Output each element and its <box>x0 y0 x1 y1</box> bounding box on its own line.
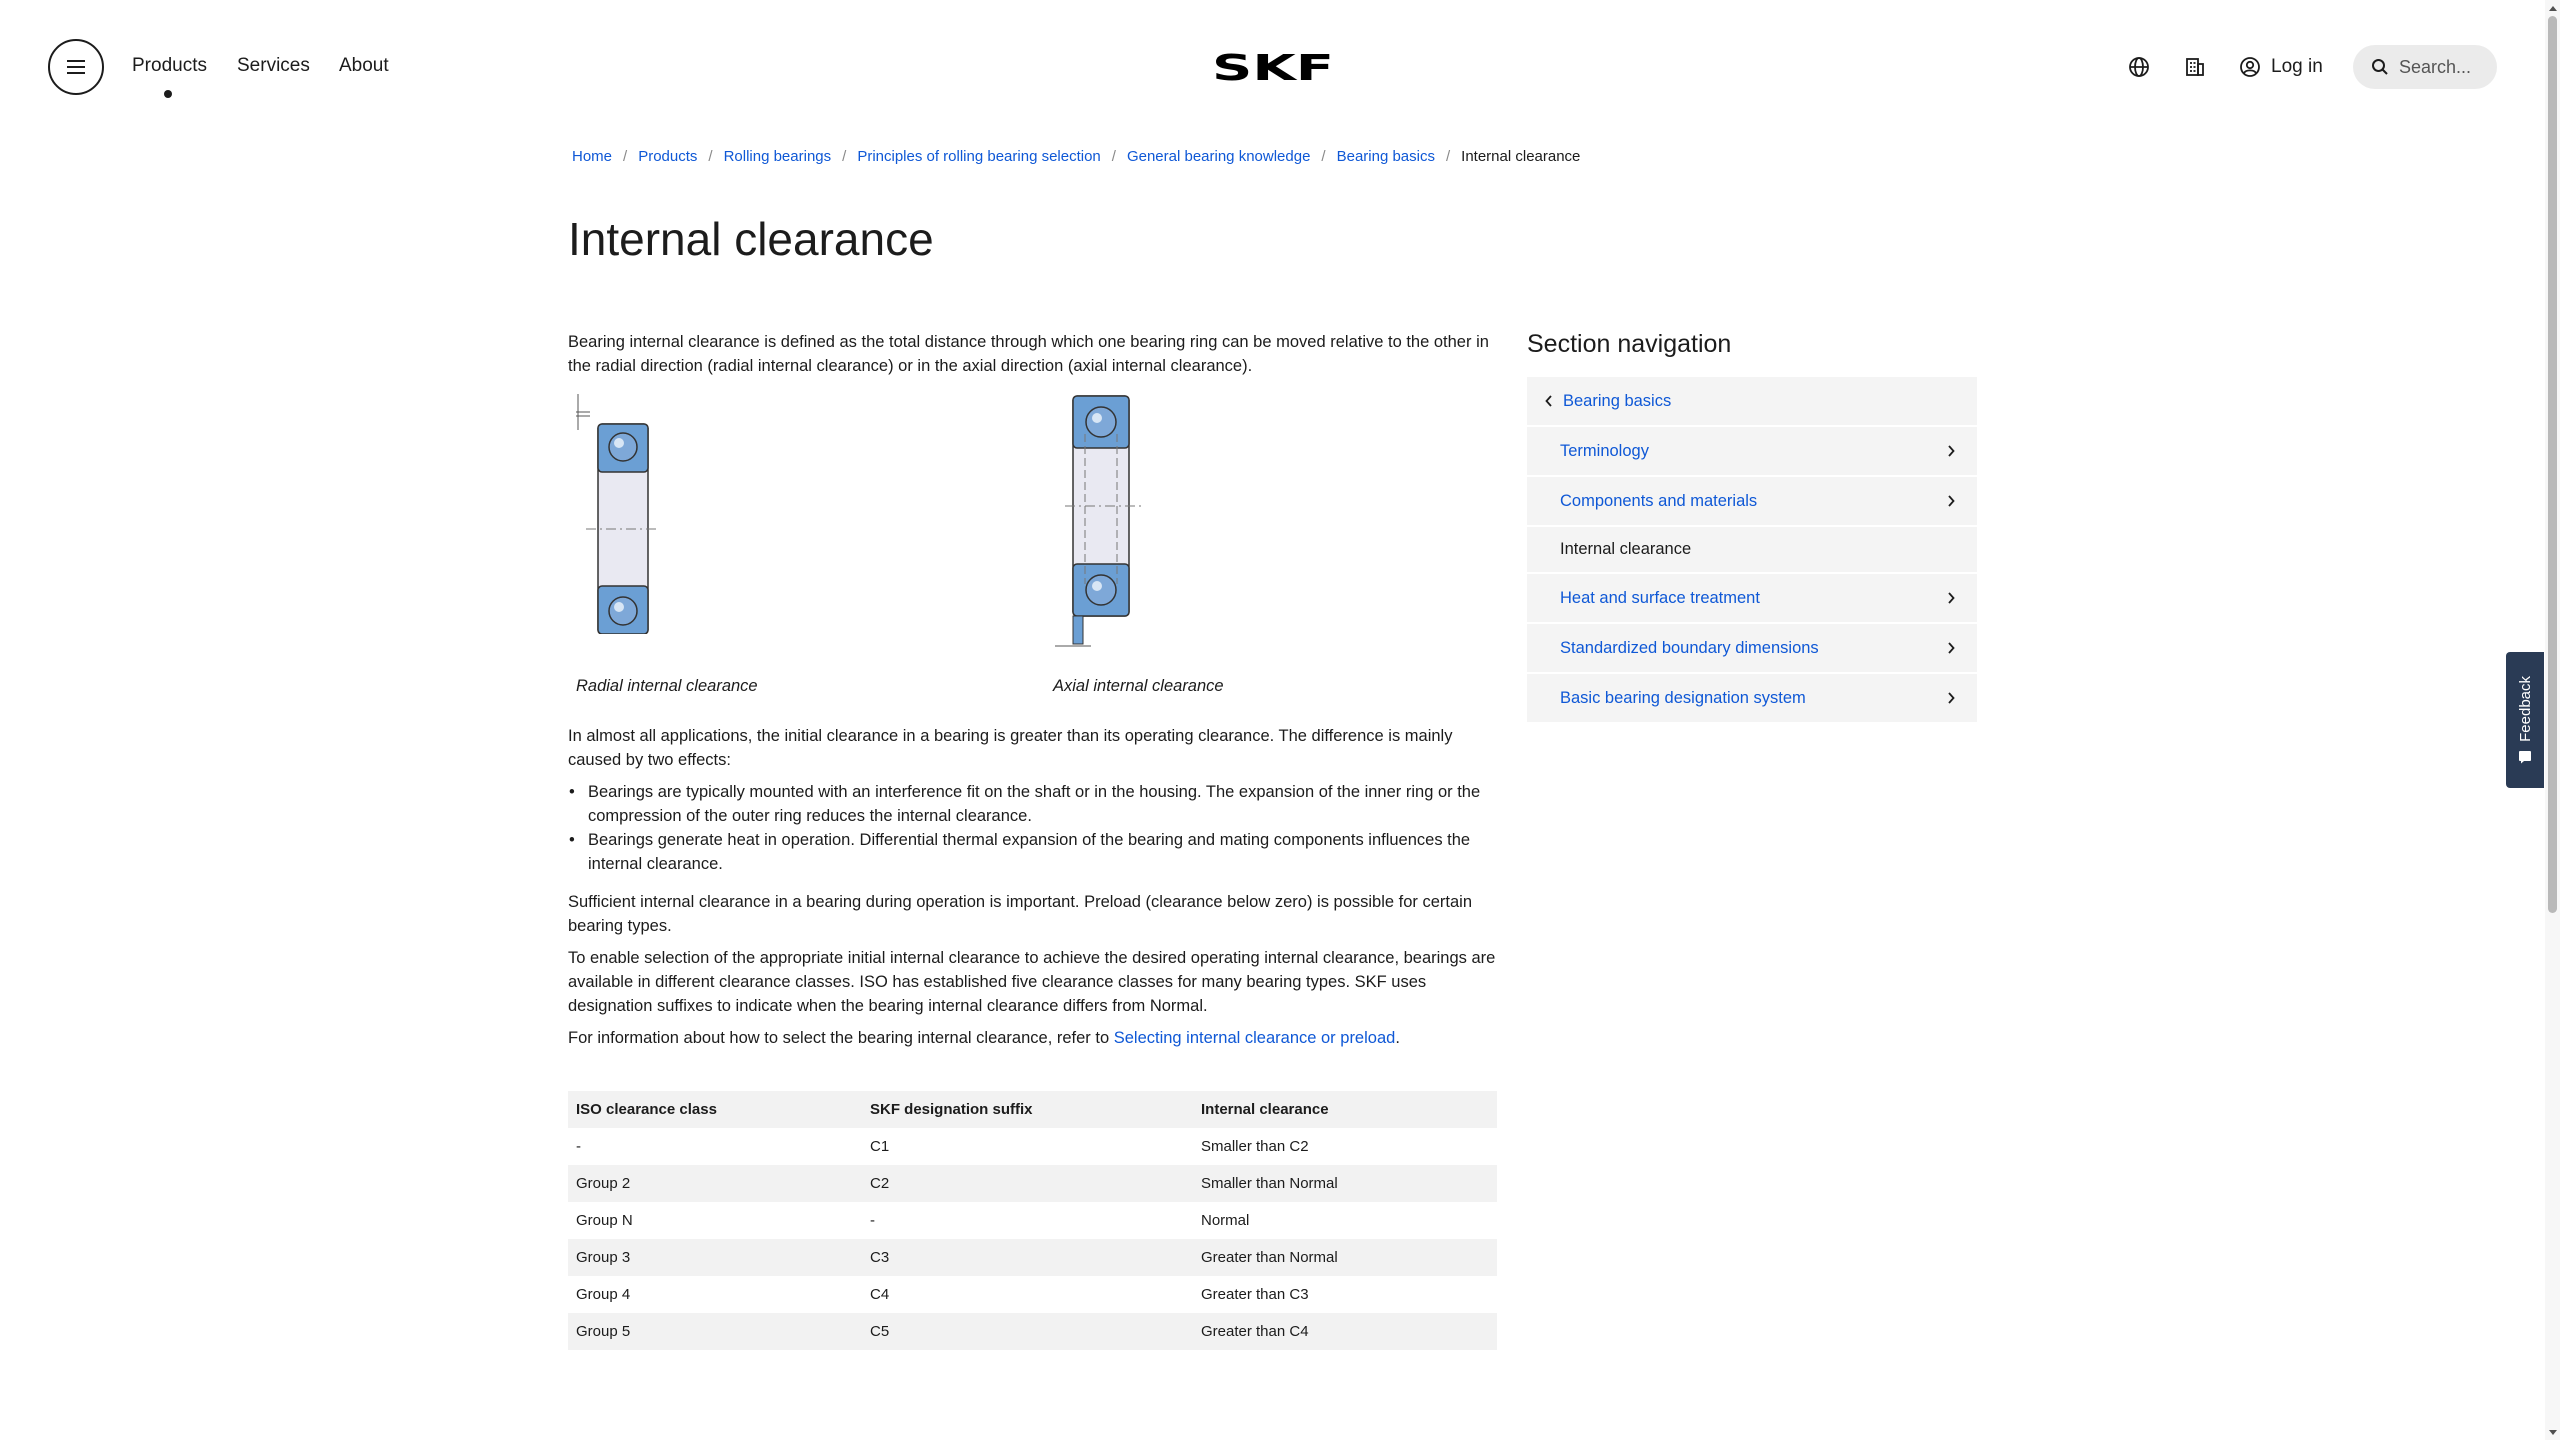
table-row <box>568 1276 1497 1313</box>
scroll-down-button[interactable] <box>2545 1425 2560 1440</box>
breadcrumb-separator: / <box>1321 148 1326 165</box>
globe-icon <box>2128 56 2150 78</box>
skf-logo[interactable] <box>1212 52 1334 82</box>
chevron-left-icon <box>1545 395 1553 407</box>
selection-period: . <box>1395 1029 1400 1047</box>
breadcrumb-principles[interactable]: Principles of rolling bearing selection <box>857 148 1101 165</box>
main-content <box>568 330 1498 1058</box>
selection-paragraph <box>568 1026 1498 1050</box>
radial-clearance-diagram <box>576 394 656 634</box>
triangle-down-icon <box>2549 1430 2557 1436</box>
breadcrumb-separator: / <box>1111 148 1116 165</box>
table-cell: - <box>576 1138 581 1155</box>
scrollbar[interactable] <box>2545 0 2560 1440</box>
chevron-right-icon <box>1947 592 1955 604</box>
effects-list-item: • Bearings generate heat in operation. Differential thermal expansion of the bearing and mating components influences the internal clearance. <box>588 828 1498 876</box>
section-navigation <box>1527 330 1977 724</box>
menu-button[interactable] <box>48 39 104 95</box>
language-button[interactable] <box>2125 53 2153 81</box>
breadcrumb-current: Internal clearance <box>1461 148 1581 165</box>
feedback-icon <box>2518 750 2532 764</box>
table-header: SKF designation suffix <box>862 1091 1193 1128</box>
site-header <box>0 0 2545 136</box>
table-cell: Group 5 <box>568 1313 862 1350</box>
sidenav-item-label: Basic bearing designation system <box>1560 688 1806 707</box>
nav-about[interactable]: About <box>339 55 389 76</box>
sidenav-item-boundary-dimensions[interactable] <box>1527 624 1977 674</box>
scroll-up-button[interactable] <box>2545 0 2560 15</box>
breadcrumb-products[interactable]: Products <box>638 148 698 165</box>
sidenav-item-terminology[interactable] <box>1527 427 1977 477</box>
sidenav-item-label: Terminology <box>1560 441 1649 460</box>
table-cell: Smaller than C2 <box>1201 1138 1309 1155</box>
chevron-right-icon <box>1947 495 1955 507</box>
sidenav-item-internal-clearance <box>1527 527 1977 574</box>
table-row <box>568 1128 1497 1165</box>
section-navigation-title: Section navigation <box>1527 330 1732 358</box>
table-header: ISO clearance class <box>568 1091 862 1128</box>
clearance-classes-paragraph: To enable selection of the appropriate initial internal clearance to achieve the desired operating internal clearance, bearings are available in different clearance classes. ISO has established five clearance classes for many bearing types. SKF uses designation suffixes to indicate when the bearing internal clearance differs from Normal. <box>568 949 1496 1015</box>
sidenav-item-heat-treatment[interactable] <box>1527 574 1977 624</box>
search-box[interactable] <box>2353 45 2497 89</box>
feedback-label: Feedback <box>2516 676 2534 742</box>
sidenav-back-label: Bearing basics <box>1563 391 1672 410</box>
table-row <box>568 1165 1497 1202</box>
effects-list <box>588 780 1498 876</box>
intro-paragraph: Bearing internal clearance is defined as the total distance through which one bearing ring can be moved relative to the other in the radial direction (radial internal clearance) or in the axial direction (axial internal clearance). <box>568 333 1489 375</box>
table-row <box>568 1313 1497 1350</box>
breadcrumb-separator: / <box>842 148 847 165</box>
table-cell: Smaller than Normal <box>1193 1165 1497 1202</box>
login-label: Log in <box>2271 56 2323 77</box>
building-icon <box>2184 56 2206 78</box>
chevron-right-icon <box>1947 445 1955 457</box>
table-header: Internal clearance <box>1193 1091 1497 1128</box>
menu-icon <box>66 59 86 75</box>
operating-clearance-paragraph: In almost all applications, the initial clearance in a bearing is greater than its operating clearance. The difference is mainly caused by two effects: <box>568 727 1453 769</box>
table-cell: Greater than Normal <box>1193 1239 1497 1276</box>
table-cell: Normal <box>1201 1212 1250 1229</box>
breadcrumb-home[interactable]: Home <box>572 148 613 165</box>
table-cell: C4 <box>870 1286 890 1303</box>
table-cell: Group 3 <box>568 1239 862 1276</box>
sidenav-item-components[interactable] <box>1527 477 1977 527</box>
sidenav-item-label: Heat and surface treatment <box>1560 588 1760 607</box>
sidenav-item-designation-system[interactable] <box>1527 674 1977 724</box>
page-title: Internal clearance <box>568 213 934 265</box>
nav-services[interactable]: Services <box>237 55 310 76</box>
effects-list-item: • Bearings are typically mounted with an interference fit on the shaft or in the housing. The expansion of the inner ring or the compression of the outer ring reduces the internal clearance. <box>588 780 1498 828</box>
selecting-clearance-link[interactable]: Selecting internal clearance or preload <box>1113 1029 1396 1047</box>
sidenav-item-label: Components and materials <box>1560 491 1758 510</box>
table-cell: - <box>870 1212 875 1229</box>
table-cell: C2 <box>862 1165 1193 1202</box>
clearance-table <box>568 1091 1497 1350</box>
sidenav-item-label: Standardized boundary dimensions <box>1560 638 1819 657</box>
breadcrumb-separator: / <box>623 148 628 165</box>
breadcrumb <box>572 148 1580 165</box>
table-header-row <box>568 1091 1497 1128</box>
selection-text: For information about how to select the bearing internal clearance, refer to <box>568 1029 1114 1047</box>
table-cell: Group 4 <box>576 1286 631 1303</box>
nav-active-indicator <box>164 90 172 98</box>
table-cell: Greater than C3 <box>1201 1286 1309 1303</box>
breadcrumb-rolling-bearings[interactable]: Rolling bearings <box>723 148 832 165</box>
sidenav-back-bearing-basics[interactable] <box>1527 377 1977 427</box>
figures <box>568 394 1498 712</box>
chevron-right-icon <box>1947 692 1955 704</box>
table-cell: Greater than C4 <box>1193 1313 1497 1350</box>
sidenav-item-label: Internal clearance <box>1560 540 1692 558</box>
breadcrumb-bearing-basics[interactable]: Bearing basics <box>1336 148 1435 165</box>
table-row <box>568 1239 1497 1276</box>
chevron-right-icon <box>1947 642 1955 654</box>
breadcrumb-separator: / <box>708 148 713 165</box>
brand-text: SKF <box>1212 52 1334 82</box>
login-button[interactable] <box>2239 53 2323 81</box>
nav-products[interactable]: Products <box>132 55 207 76</box>
table-row <box>568 1202 1497 1239</box>
preload-paragraph: Sufficient internal clearance in a bearing during operation is important. Preload (clearance below zero) is possible for certain bearing types. <box>568 893 1473 935</box>
company-button[interactable] <box>2181 53 2209 81</box>
table-cell: C3 <box>862 1239 1193 1276</box>
table-cell: Group 2 <box>568 1165 862 1202</box>
radial-caption: Radial internal clearance <box>576 677 758 695</box>
user-icon <box>2239 56 2261 78</box>
breadcrumb-general-knowledge[interactable]: General bearing knowledge <box>1126 148 1311 165</box>
axial-caption: Axial internal clearance <box>1053 677 1224 695</box>
breadcrumb-separator: / <box>1445 148 1451 165</box>
table-cell: Group N <box>576 1212 633 1229</box>
table-cell: C5 <box>862 1313 1193 1350</box>
triangle-up-icon <box>2549 5 2557 11</box>
search-icon <box>2371 58 2389 76</box>
scrollbar-thumb[interactable] <box>2548 16 2557 913</box>
table-cell: C1 <box>870 1138 890 1155</box>
feedback-tab[interactable] <box>2506 652 2544 788</box>
search-input[interactable] <box>2399 57 2479 78</box>
axial-clearance-diagram <box>1055 394 1145 654</box>
